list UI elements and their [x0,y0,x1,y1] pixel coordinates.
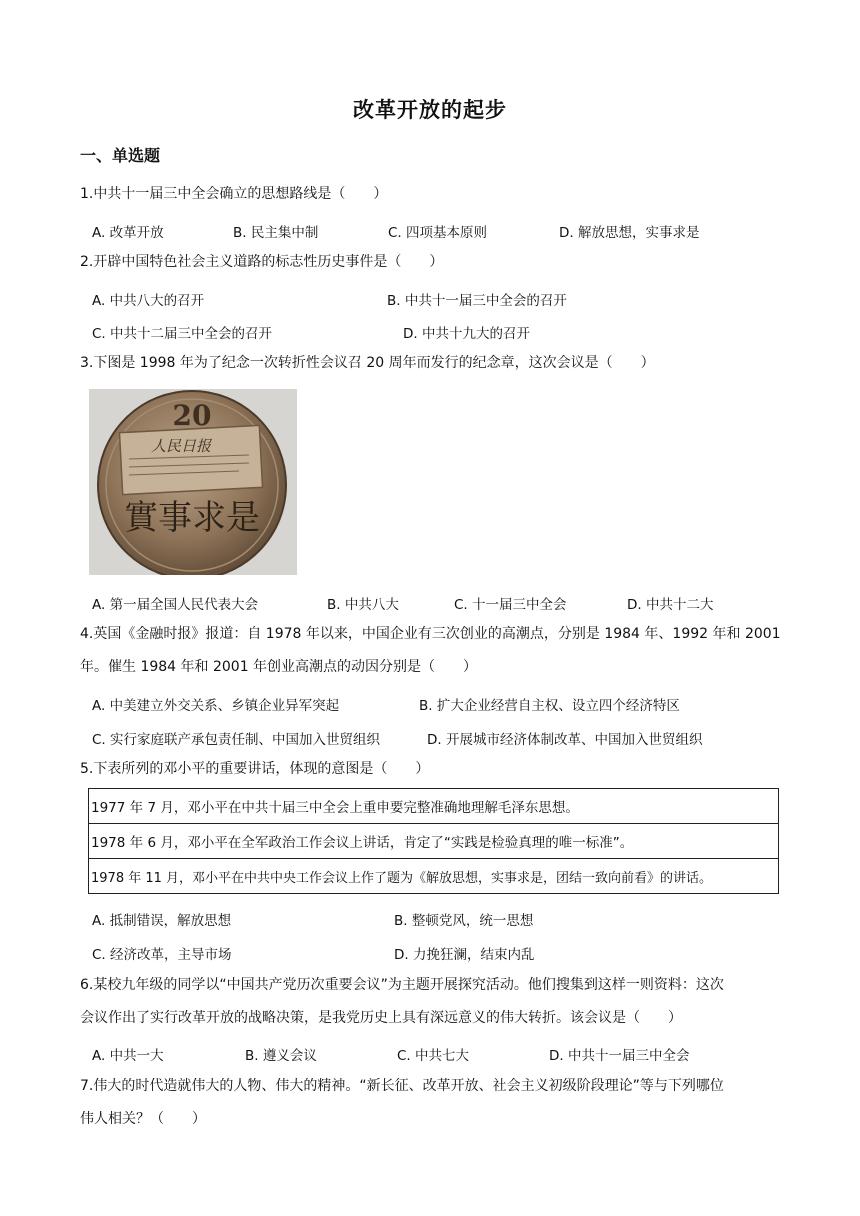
q4-option-d[interactable]: D. 开展城市经济体制改革、中国加入世贸组织 [427,732,703,748]
q5-option-c[interactable]: C. 经济改革，主导市场 [92,947,232,963]
q2-option-d[interactable]: D. 中共十九大的召开 [403,326,530,342]
q1-option-d[interactable]: D. 解放思想，实事求是 [559,225,700,241]
q1-option-a[interactable]: A. 改革开放 [92,225,164,241]
table-row [89,824,779,859]
table-row [89,859,779,894]
question-4-stem-line1: 4.英国《金融时报》报道：自 1978 年以来，中国企业有三次创业的高潮点，分别是 1984 年、1992 年和 2001 [80,626,781,642]
q5-option-b[interactable]: B. 整顿党风，统一思想 [394,913,534,929]
q2-option-a[interactable]: A. 中共八大的召开 [92,293,205,309]
question-4-stem-line2: 年。催生 1984 年和 2001 年创业高潮点的动因分别是（ ） [80,659,478,675]
question-7-stem-line2: 伟人相关？（ ） [80,1111,206,1127]
q4-option-a[interactable]: A. 中美建立外交关系、乡镇企业异军突起 [92,698,340,714]
q2-option-b[interactable]: B. 中共十一届三中全会的召开 [387,293,567,309]
q4-option-b[interactable]: B. 扩大企业经营自主权、设立四个经济特区 [419,698,680,714]
commemorative-medal-image [89,389,297,575]
medal-inscription: 實事求是 [124,498,260,538]
q2-option-c[interactable]: C. 中共十二届三中全会的召开 [92,326,273,342]
q6-option-a[interactable]: A. 中共一大 [92,1048,164,1064]
speech-table [88,788,779,894]
page-title: 改革开放的起步 [353,98,507,122]
q6-option-c[interactable]: C. 中共七大 [397,1048,470,1064]
q3-option-d[interactable]: D. 中共十二大 [627,597,714,613]
question-7-stem-line1: 7.伟大的时代造就伟大的人物、伟大的精神。“新长征、改革开放、社会主义初级阶段理论”等与下列哪位 [80,1078,724,1094]
q4-option-c[interactable]: C. 实行家庭联产承包责任制、中国加入世贸组织 [92,732,381,748]
q3-option-a[interactable]: A. 第一届全国人民代表大会 [92,597,259,613]
question-6-stem-line1: 6.某校九年级的同学以“中国共产党历次重要会议”为主题开展探究活动。他们搜集到这样一则资料：这次 [80,977,724,993]
q3-option-c[interactable]: C. 十一届三中全会 [454,597,567,613]
q5-option-d[interactable]: D. 力挽狂澜，结束内乱 [394,947,535,963]
question-6-stem-line2: 会议作出了实行改革开放的战略决策，是我党历史上具有深远意义的伟大转折。该会议是（ ） [80,1010,682,1026]
table-row [89,789,779,824]
section-heading: 一、单选题 [80,146,161,165]
table-cell: 1978 年 11 月，邓小平在中共中央工作会议上作了题为《解放思想，实事求是，团结一致向前看》的讲话。 [89,859,779,894]
q1-option-b[interactable]: B. 民主集中制 [233,225,319,241]
question-1-stem: 1.中共十一届三中全会确立的思想路线是（ ） [80,186,388,202]
q6-option-b[interactable]: B. 遵义会议 [245,1048,317,1064]
q3-option-b[interactable]: B. 中共八大 [327,597,399,613]
question-3-stem: 3.下图是 1998 年为了纪念一次转折性会议召 20 周年而发行的纪念章，这次会议是（ ） [80,355,655,371]
q1-option-c[interactable]: C. 四项基本原则 [388,225,488,241]
q6-option-d[interactable]: D. 中共十一届三中全会 [549,1048,690,1064]
table-cell: 1978 年 6 月，邓小平在全军政治工作会议上讲话，肯定了“实践是检验真理的唯一标准”。 [89,824,779,859]
q5-option-a[interactable]: A. 抵制错误，解放思想 [92,913,232,929]
medal-number: 20 [172,399,212,432]
table-cell: 1977 年 7 月，邓小平在中共十届三中全会上重申要完整准确地理解毛泽东思想。 [89,789,779,824]
medal-newspaper-header: 人民日报 [151,437,212,455]
question-2-stem: 2.开辟中国特色社会主义道路的标志性历史事件是（ ） [80,254,444,270]
question-5-stem: 5.下表所列的邓小平的重要讲话，体现的意图是（ ） [80,761,430,777]
